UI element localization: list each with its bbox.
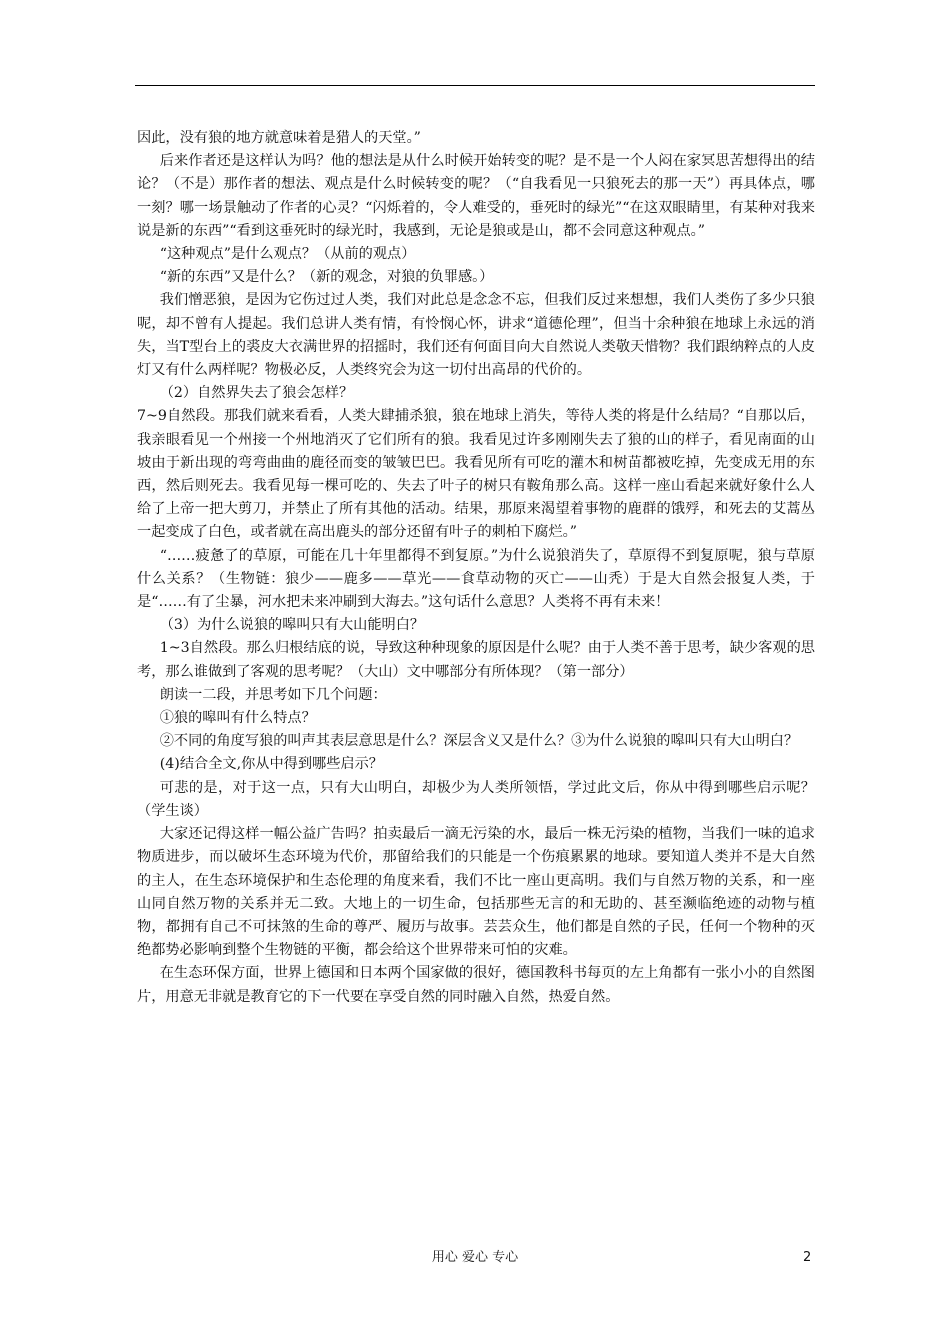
question-item: ①狼的嗥叫有什么特点？ — [159, 710, 316, 727]
paragraph: “……疲惫了的草原，可能在几十年里都得不到复原。”为什么说狼消失了，草原得不到复原呢，狼与草原什么关系？（生物链：狼少——鹿多——草光——食草动物的灭亡——山秃）于是大自然会报复人类，于是“……有了尘暴，河水把未来冲刷到大海去。”这句话什么意思？人类将不再有未来！ — [137, 547, 815, 611]
section-heading: (4)结合全文,你从中得到哪些启示？ — [159, 756, 383, 773]
question-item: ②不同的角度写狼的叫声其表层意思是什么？深层含义又是什么？③为什么说狼的嗥叫只有大山明白？ — [159, 733, 799, 750]
paragraph: “这种观点”是什么观点？（从前的观点） — [159, 246, 416, 263]
footer-motto: 用心 爱心 专心 — [431, 1250, 519, 1265]
paragraph: 大家还记得这样一幅公益广告吗？拍卖最后一滴无污染的水，最后一株无污染的植物，当我们一味的追求物质进步，而以破坏生态环境为代价，那留给我们的只能是一个伤痕累累的地球。要知道人类并不是大自然的主人，在生态环境保护和生态伦理的角度来看，我们不比一座山更高明。我们与自然万物的关系，和一座山同自然万物的关系并无二致。大地上的一切生命，包括那些无言的和无助的、甚至濒临绝迹的动物与植物，都拥有自己不可抹煞的生命的尊严、履历与故事。芸芸众生，他们都是自然的子民，任何一个物种的灭绝都势必影响到整个生物链的平衡，都会给这个世界带来可怕的灾难。 — [137, 826, 815, 959]
paragraph: 7~9自然段。那我们就来看看，人类大肆捕杀狼，狼在地球上消失，等待人类的将是什么结局？“自那以后，我亲眼看见一个州接一个州地消灭了它们所有的狼。我看见过许多刚刚失去了狼的山的样子，看见南面的山坡由于新出现的弯弯曲曲的鹿径而变的皱皱巴巴。我看见所有可吃的灌木和树苗都被吃掉，先变成无用的东西，然后则死去。我看见每一棵可吃的、失去了叶子的树只有鞍角那么高。这样一座山看起来就好象什么人给了上帝一把大剪刀，并禁止了所有其他的活动。结果，那原来渴望着事物的鹿群的饿殍，和死去的艾蒿丛一起变成了白色，或者就在高出鹿头的部分还留有叶子的刺柏下腐烂。” — [137, 408, 815, 541]
paragraph: 我们憎恶狼，是因为它伤过过人类，我们对此总是念念不忘，但我们反过来想想，我们人类伤了多少只狼呢，却不曾有人提起。我们总讲人类有情，有怜悯心怀，讲求“道德伦理”，但当十余种狼在地球上永远的消失，当T型台上的裘皮大衣满世界的招摇时，我们还有何面目向大自然说人类敬天惜物？我们跟纳粹点的人皮灯又有什么两样呢？物极必反，人类终究会为这一切付出高昂的代价的。 — [137, 292, 815, 379]
paragraph: “新的东西”又是什么？（新的观念，对狼的负罪感。） — [159, 269, 494, 286]
paragraph: 在生态环保方面，世界上德国和日本两个国家做的很好，德国教科书每页的左上角都有一张小小的自然图片，用意无非就是教育它的下一代要在享受自然的同时融入自然，热爱自然。 — [137, 965, 815, 1005]
paragraph: 1~3自然段。那么归根结底的说，导致这种种现象的原因是什么呢？由于人类不善于思考，缺少客观的思考，那么谁做到了客观的思考呢？（大山）文中哪部分有所体现？（第一部分） — [137, 640, 815, 680]
document-body — [137, 127, 815, 1009]
section-heading: （2）自然界失去了狼会怎样？ — [159, 385, 354, 402]
paragraph: 朗读一二段，并思考如下几个问题： — [159, 686, 387, 703]
paragraph: 因此，没有狼的地方就意味着是猎人的天堂。” — [137, 130, 421, 146]
paragraph: 可悲的是，对于这一点，只有大山明白，却极少为人类所领悟，学过此文后，你从中得到哪些启示呢？（学生谈） — [137, 779, 815, 819]
page-number: 2 — [803, 1250, 812, 1265]
section-heading: （3）为什么说狼的嗥叫只有大山能明白？ — [159, 617, 425, 634]
header-rule — [135, 85, 815, 86]
paragraph: 后来作者还是这样认为吗？他的想法是从什么时候开始转变的呢？是不是一个人闷在家冥思苦想得出的结论？（不是）那作者的想法、观点是什么时候转变的呢？（“自我看见一只狼死去的那一天”）再具体点，哪一刻？哪一场景触动了作者的心灵？“闪烁着的，令人难受的，垂死时的绿光”“在这双眼睛里，有某种对我来说是新的东西”“看到这垂死时的绿光时，我感到，无论是狼或是山，都不会同意这种观点。” — [137, 153, 815, 239]
